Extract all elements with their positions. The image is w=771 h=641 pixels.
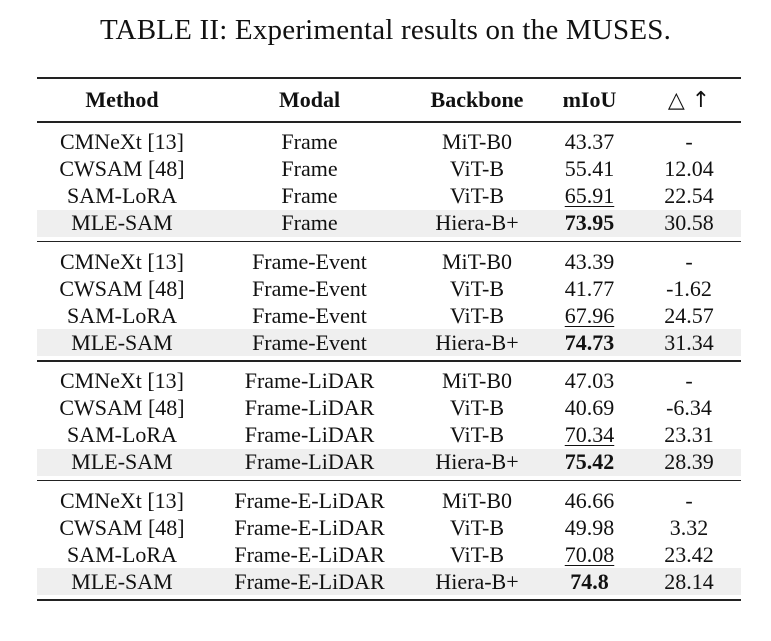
cell-backbone: MiT-B0	[441, 129, 513, 154]
group-frame-lidar	[37, 362, 741, 480]
header-delta: △ ↑	[667, 87, 711, 113]
cell-backbone: ViT-B	[449, 514, 505, 540]
cell-miou: 46.66	[564, 487, 615, 513]
cell-backbone: ViT-B	[449, 275, 505, 301]
table-row-highlighted	[37, 329, 741, 356]
table-row	[37, 275, 741, 302]
cell-modal: Frame-E-LiDAR	[234, 487, 385, 513]
cell-method: CMNeXt [13]	[59, 368, 185, 393]
bottom-rule	[37, 599, 741, 601]
header-method: Method	[85, 87, 159, 112]
cell-modal: Frame-E-LiDAR	[234, 514, 385, 540]
cell-method: SAM-LoRA	[66, 541, 177, 567]
cell-miou-best: 75.42	[564, 449, 615, 474]
cell-delta: -	[685, 248, 693, 274]
cell-modal: Frame	[281, 183, 338, 208]
group-frame	[37, 123, 741, 241]
cell-delta: 28.39	[664, 449, 714, 474]
group-frame-event	[37, 242, 741, 360]
cell-miou: 43.39	[564, 248, 615, 274]
cell-delta: 31.34	[664, 329, 714, 355]
cell-modal: Frame-Event	[252, 248, 367, 274]
cell-miou-best: 74.73	[564, 329, 615, 355]
table-row-highlighted	[37, 449, 741, 476]
cell-miou-second-best: 65.91	[564, 183, 615, 208]
cell-method: CWSAM [48]	[59, 514, 185, 540]
table-row	[37, 368, 741, 395]
cell-method: MLE-SAM	[71, 568, 173, 594]
cell-backbone: ViT-B	[449, 183, 505, 208]
cell-modal: Frame	[281, 156, 338, 181]
cell-backbone: MiT-B0	[441, 368, 513, 393]
cell-method: CMNeXt [13]	[59, 129, 185, 154]
header-modal: Modal	[278, 87, 341, 112]
cell-backbone: Hiera-B+	[435, 329, 519, 355]
cell-backbone: ViT-B	[449, 302, 505, 328]
cell-method: MLE-SAM	[71, 449, 173, 474]
cell-miou-wrap	[542, 183, 637, 209]
cell-backbone: Hiera-B+	[435, 449, 519, 474]
cell-miou-second-best: 70.08	[564, 541, 615, 567]
cell-backbone: ViT-B	[449, 541, 505, 567]
cell-method: SAM-LoRA	[66, 183, 177, 208]
cell-miou-second-best: 67.96	[564, 302, 615, 328]
cell-miou: 49.98	[564, 514, 615, 540]
cell-delta: 3.32	[669, 514, 709, 540]
cell-miou: 41.77	[564, 275, 615, 301]
table-row	[37, 514, 741, 541]
cell-backbone: MiT-B0	[441, 487, 513, 513]
cell-backbone: MiT-B0	[441, 248, 513, 274]
cell-delta: -6.34	[666, 395, 712, 420]
cell-delta: -1.62	[666, 275, 712, 301]
cell-delta: -	[685, 487, 693, 513]
cell-method: CMNeXt [13]	[59, 248, 185, 274]
cell-miou: 55.41	[564, 156, 615, 181]
cell-delta: 23.42	[664, 541, 714, 567]
cell-miou: 47.03	[564, 368, 615, 393]
cell-delta: 12.04	[664, 156, 714, 181]
cell-delta: 28.14	[664, 568, 714, 594]
cell-modal: Frame-LiDAR	[244, 368, 375, 393]
cell-backbone: Hiera-B+	[435, 210, 519, 235]
cell-modal: Frame	[281, 210, 338, 235]
cell-method: CWSAM [48]	[59, 156, 185, 181]
cell-modal: Frame-LiDAR	[244, 395, 375, 420]
cell-miou-best: 73.95	[564, 210, 615, 235]
table-row	[37, 129, 741, 156]
table-row	[37, 302, 741, 329]
table-row	[37, 156, 741, 183]
table-row	[37, 541, 741, 568]
cell-modal: Frame-LiDAR	[244, 422, 375, 447]
table-row	[37, 395, 741, 422]
group-frame-e-lidar	[37, 481, 741, 599]
table-row	[37, 487, 741, 514]
cell-backbone: ViT-B	[449, 395, 505, 420]
cell-method: SAM-LoRA	[66, 302, 177, 328]
table-row	[37, 248, 741, 275]
cell-delta: 24.57	[664, 302, 714, 328]
cell-delta: -	[685, 368, 693, 393]
cell-delta: 23.31	[664, 422, 714, 447]
cell-method: MLE-SAM	[71, 329, 173, 355]
table-row-highlighted	[37, 568, 741, 595]
cell-method: CWSAM [48]	[59, 395, 185, 420]
cell-miou-wrap	[542, 303, 637, 329]
cell-modal: Frame-E-LiDAR	[234, 541, 385, 567]
cell-miou-best: 74.8	[570, 568, 609, 594]
cell-method: CMNeXt [13]	[59, 487, 185, 513]
cell-backbone: ViT-B	[449, 422, 505, 447]
table-caption: TABLE II: Experimental results on the MUSES.	[99, 14, 672, 46]
header-backbone: Backbone	[430, 87, 524, 112]
cell-modal: Frame	[281, 129, 338, 154]
cell-modal: Frame-Event	[252, 275, 367, 301]
header-miou: mIoU	[562, 87, 617, 112]
cell-method: MLE-SAM	[71, 210, 173, 235]
cell-miou-wrap	[542, 542, 637, 568]
table-row	[37, 183, 741, 210]
cell-modal: Frame-LiDAR	[244, 449, 375, 474]
header-row	[37, 79, 741, 121]
cell-delta: -	[685, 129, 693, 154]
cell-modal: Frame-E-LiDAR	[234, 568, 385, 594]
cell-backbone: ViT-B	[449, 156, 505, 181]
cell-method: CWSAM [48]	[59, 275, 185, 301]
table-row	[37, 422, 741, 449]
cell-miou-second-best: 70.34	[564, 422, 615, 447]
cell-miou: 40.69	[564, 395, 615, 420]
cell-method: SAM-LoRA	[66, 422, 177, 447]
results-table	[37, 77, 741, 601]
cell-miou-wrap	[542, 422, 637, 448]
cell-modal: Frame-Event	[252, 329, 367, 355]
cell-modal: Frame-Event	[252, 302, 367, 328]
table-row-highlighted	[37, 210, 741, 237]
cell-delta: 30.58	[664, 210, 714, 235]
cell-miou: 43.37	[564, 129, 615, 154]
cell-delta: 22.54	[664, 183, 714, 208]
cell-backbone: Hiera-B+	[435, 568, 519, 594]
